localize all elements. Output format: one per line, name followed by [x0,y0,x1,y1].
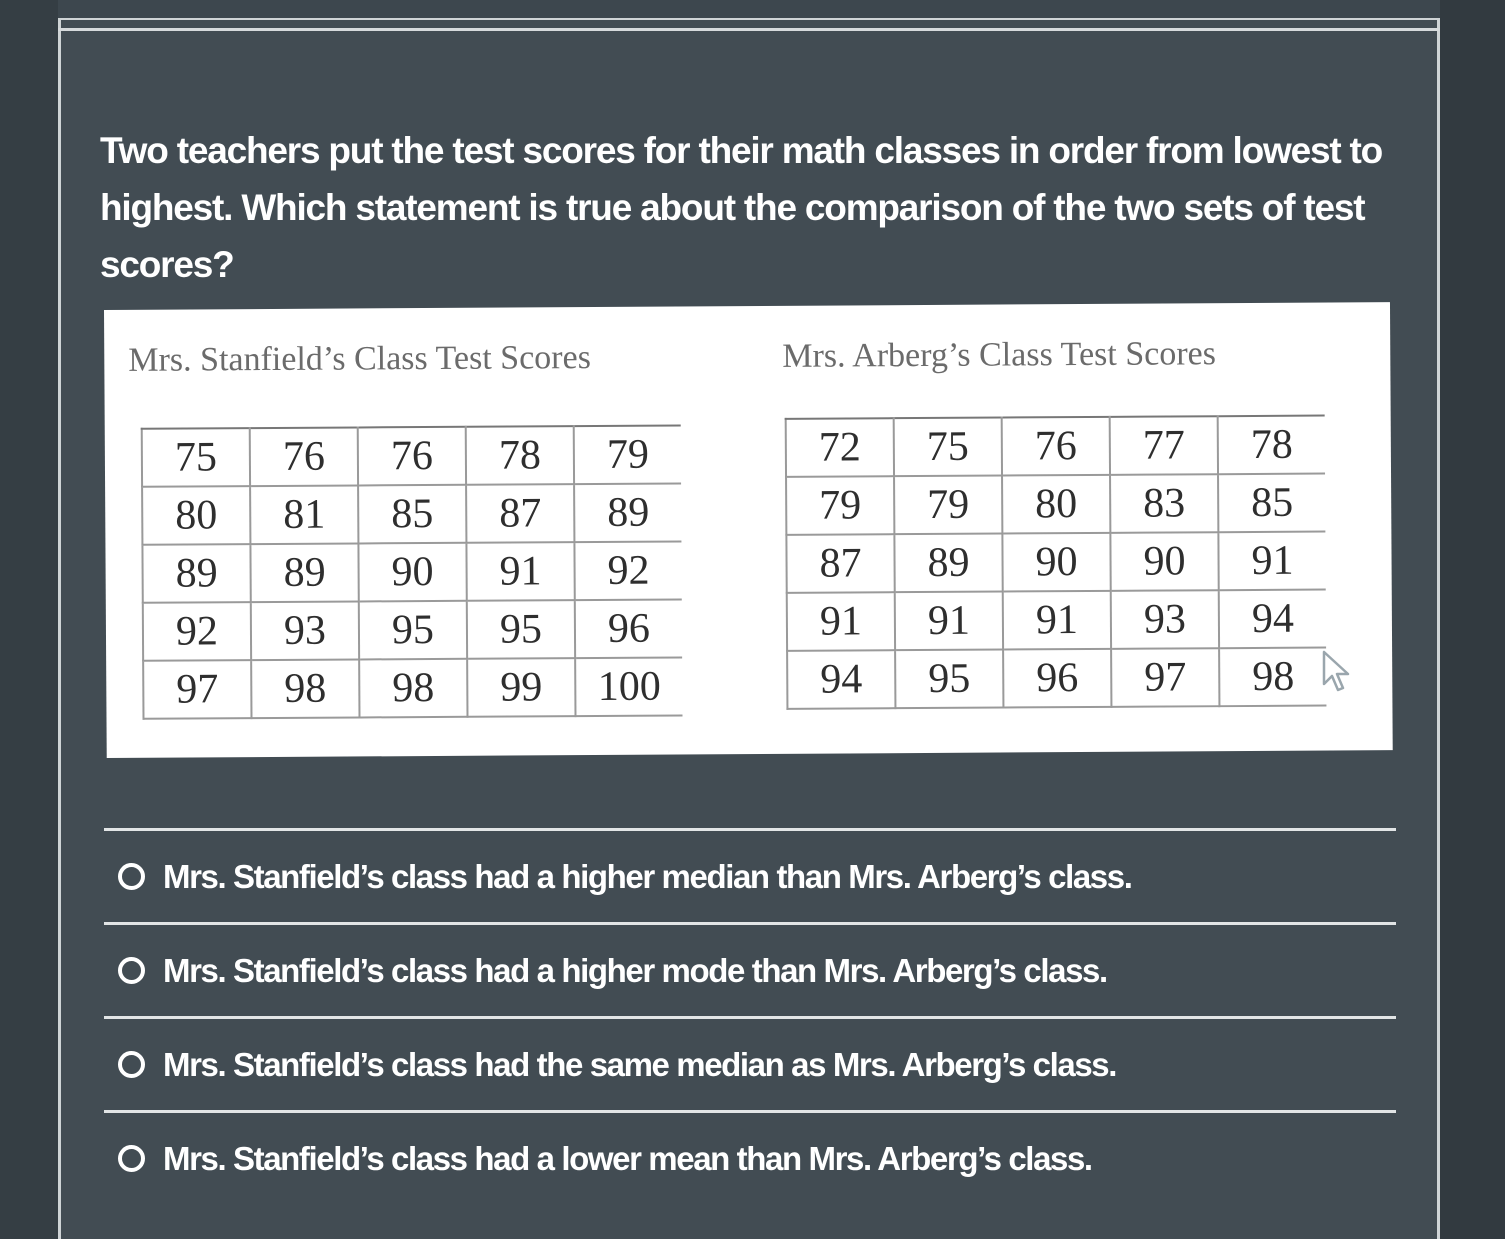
score-cell: 85 [1218,474,1325,533]
score-cell: 91 [895,592,1003,651]
score-cell: 87 [786,534,894,593]
answer-choice-label: Mrs. Stanfield’s class had a higher mode than Mrs. Arberg’s class. [163,951,1107,989]
score-cell: 76 [250,427,358,486]
answer-choice-label: Mrs. Stanfield’s class had a lower mean than Mrs. Arberg’s class. [163,1139,1092,1177]
score-cell: 95 [467,600,575,659]
score-cell: 90 [358,543,466,602]
table-row [787,648,1326,709]
score-cell: 97 [1111,648,1219,707]
score-tables-figure [104,302,1393,758]
score-cell: 98 [251,659,359,718]
score-cell: 92 [143,602,251,661]
score-cell: 100 [575,657,682,716]
radio-button-icon[interactable] [118,1145,145,1172]
score-cell: 94 [787,650,895,709]
answer-choice-3[interactable] [104,1019,1396,1110]
radio-button-icon[interactable] [118,863,145,890]
score-cell: 76 [358,427,466,486]
score-cell: 75 [142,428,250,487]
score-cell: 87 [466,484,574,543]
radio-button-icon[interactable] [118,1051,145,1078]
score-cell: 79 [574,425,681,484]
answer-choice-1[interactable] [104,831,1396,922]
score-cell: 72 [786,418,894,477]
score-cell: 95 [895,650,1003,709]
table-row [142,483,681,544]
table-row [142,425,681,486]
score-cell: 90 [1002,533,1110,592]
score-cell: 75 [894,418,1002,477]
mouse-pointer-icon [1322,650,1352,694]
score-cell: 90 [1110,532,1218,591]
table-row [786,474,1325,535]
score-cell: 89 [250,543,358,602]
score-cell: 89 [142,544,250,603]
answer-choice-2[interactable] [104,925,1396,1016]
score-cell: 89 [574,483,681,542]
table-row [143,599,682,660]
score-cell: 98 [1219,648,1326,707]
score-cell: 97 [143,660,251,719]
score-cell: 93 [1111,590,1219,649]
score-cell: 76 [1002,417,1110,476]
answer-choices [104,828,1396,1204]
table-row [786,532,1325,593]
arberg-table-title: Mrs. Arberg’s Class Test Scores [782,335,1217,375]
score-cell: 80 [1002,475,1110,534]
score-cell: 95 [359,601,467,660]
question-text: Two teachers put the test scores for their math classes in order from lowest to highest. Which statement is true about the comparison of the two sets of test scores? [100,130,1383,285]
score-cell: 80 [142,486,250,545]
answer-choice-label: Mrs. Stanfield’s class had a higher median than Mrs. Arberg’s class. [163,857,1132,895]
score-cell: 93 [251,601,359,660]
table-row [143,657,682,718]
stanfield-scores-table [141,424,683,719]
panel-divider [58,28,1440,31]
table-row [142,541,681,602]
table-row [787,590,1326,651]
arberg-scores-table [785,415,1327,710]
score-cell: 96 [1003,649,1111,708]
score-cell: 91 [787,592,895,651]
radio-button-icon[interactable] [118,957,145,984]
answer-choice-4[interactable] [104,1113,1396,1204]
score-cell: 85 [358,485,466,544]
table-row [786,416,1325,477]
stanfield-table-title: Mrs. Stanfield’s Class Test Scores [128,339,592,379]
score-cell: 78 [466,426,574,485]
score-cell: 94 [1219,590,1326,649]
score-cell: 77 [1110,416,1218,475]
score-cell: 79 [894,476,1002,535]
score-cell: 89 [894,534,1002,593]
answer-choice-label: Mrs. Stanfield’s class had the same median as Mrs. Arberg’s class. [163,1045,1117,1083]
score-cell: 91 [1003,591,1111,650]
score-cell: 79 [786,476,894,535]
right-gutter [1440,0,1505,1239]
score-cell: 91 [466,542,574,601]
score-cell: 91 [1218,532,1325,591]
score-cell: 96 [575,599,682,658]
score-cell: 81 [250,485,358,544]
score-cell: 83 [1110,474,1218,533]
score-cell: 92 [574,541,681,600]
score-cell: 99 [467,658,575,717]
score-cell: 98 [359,659,467,718]
score-cell: 78 [1218,416,1325,475]
left-gutter [0,0,58,1239]
